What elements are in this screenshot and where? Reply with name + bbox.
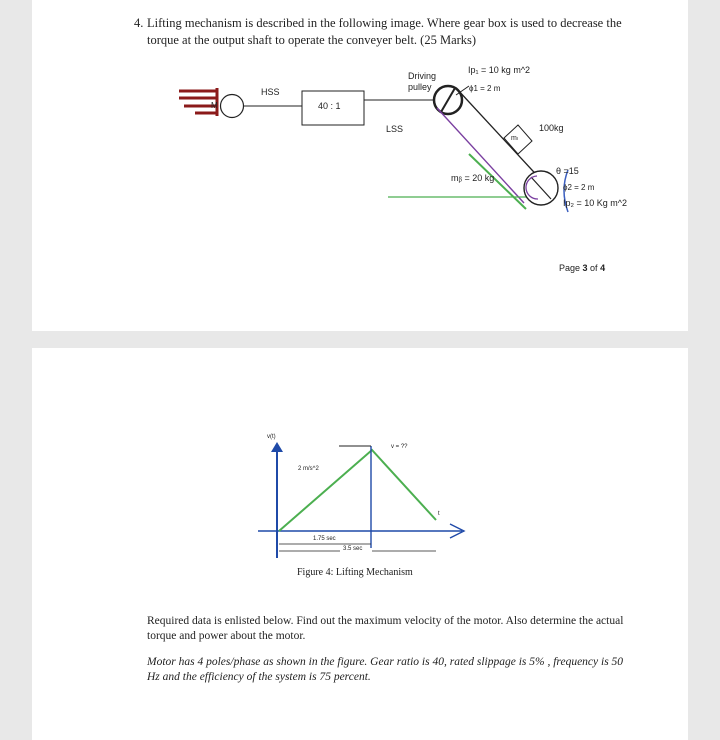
- figure-caption: Figure 4: Lifting Mechanism: [297, 567, 413, 578]
- phi2-label: ϕ2 = 2 m: [563, 183, 595, 192]
- phi1-label: ϕ1 = 2 m: [469, 84, 501, 93]
- ip1-label: Ip₁ = 10 kg m^2: [468, 65, 531, 75]
- page-number: [559, 263, 605, 273]
- document-page-4: [32, 348, 688, 740]
- velocity-triangle: [279, 450, 436, 531]
- peak-velocity-label: v = ??: [391, 444, 408, 450]
- belt-mass-label: mᵦ = 20 kg: [451, 173, 495, 183]
- question-number: 4.: [134, 16, 144, 30]
- question-body: Lifting mechanism is described in the following image. Where gear box is used to decrease the torque at the output shaft to operate the conveyer belt. (25 Marks): [147, 16, 622, 47]
- lifting-mechanism-diagram: [32, 0, 688, 331]
- page-sep: of: [587, 263, 601, 273]
- load-mass-block: [504, 125, 532, 154]
- motor-data-text: Motor has 4 poles/phase as shown in the figure. Gear ratio is 40, rated slippage is 5% , frequency is 50 Hz and the efficiency of the system is 75 percent.: [147, 656, 624, 683]
- page-total: 4: [600, 263, 606, 273]
- motor-label: M: [211, 101, 218, 110]
- driving-pulley-label: Driving pulley: [408, 71, 437, 92]
- t1-label: 1.75 sec: [313, 536, 336, 542]
- document-page-3: [32, 0, 688, 331]
- required-text: Required data is enlisted below. Find out the maximum velocity of the motor. Also determine the actual torque and power about the motor.: [147, 615, 624, 642]
- ip2-label: Ip₂ = 10 Kg m^2: [563, 198, 628, 208]
- belt-upper: [457, 89, 544, 183]
- load-mass-value: 100kg: [539, 123, 564, 133]
- acceleration-label: 2 m/s^2: [298, 466, 319, 472]
- page-prefix: Page: [559, 263, 583, 273]
- t-axis-label: t: [438, 511, 440, 517]
- belt-lower: [437, 108, 524, 203]
- y-axis-arrow: [271, 442, 283, 452]
- hss-label: HSS: [261, 87, 280, 97]
- y-axis-label: v(t): [267, 434, 276, 440]
- page-current: 3: [582, 263, 588, 273]
- gear-ratio-label: 40 : 1: [318, 101, 341, 111]
- load-mass-label: mₗ: [511, 135, 518, 142]
- theta-label: θ =15: [556, 166, 579, 176]
- t2-label: 3.5 sec: [343, 546, 363, 552]
- motor-circle: [221, 95, 244, 118]
- lss-label: LSS: [386, 124, 404, 134]
